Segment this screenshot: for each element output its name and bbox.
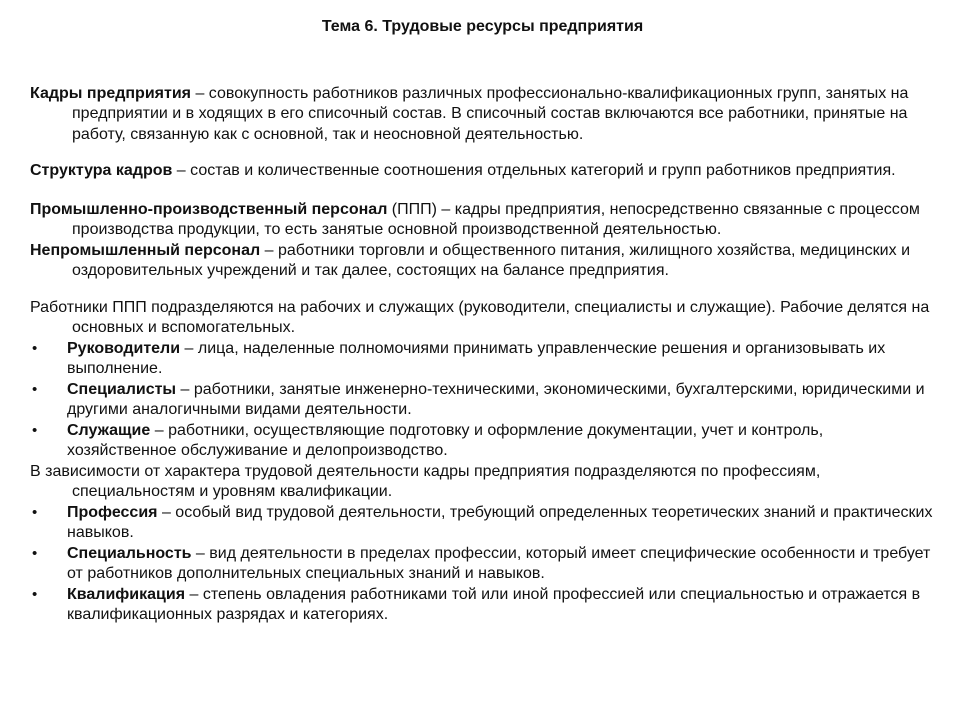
term-struktura-kadrov: Структура кадров — [30, 162, 173, 179]
list-item-text: – работники, осуществляющие подготовку и оформление документации, учет и контроль, хозяйственное обслуживание и делопроизводство. — [67, 421, 824, 459]
list-item-body — [67, 503, 935, 544]
paragraph-ppp — [30, 200, 935, 241]
paragraph-nepromyshlennyj-personal — [30, 241, 935, 282]
list-item-kvalifikaciya — [30, 585, 935, 626]
paragraph-struktura-kadrov — [30, 161, 935, 182]
paragraph-text: В зависимости от характера трудовой деятельности кадры предприятия подразделяются по профессиям, специальностям и уровням квалификации. — [30, 462, 821, 500]
paragraph-text: – совокупность работников различных профессионально-квалификационных групп, занятых на предприятии и в ходящих в его списочный состав. В списочный состав включаются все работники, принятые на работу, связанную как с основной, так и неосновной деятельностью. — [72, 84, 909, 143]
bullet-icon: • — [32, 585, 38, 603]
term-ppp: Промышленно-производственный персонал — [30, 200, 388, 218]
list-item-body — [67, 544, 935, 585]
list-item-specialisty — [30, 380, 935, 421]
paragraph-text: Работники ППП подразделяются на рабочих и служащих (руководители, специалисты и служащие). Рабочие делятся на основных и вспомогательных. — [30, 298, 930, 336]
term-specialnost: Специальность — [67, 544, 192, 562]
paragraph-v-zavisimosti — [30, 462, 935, 503]
list-item-text: – вид деятельности в пределах профессии, который имеет специфические особенности и требует от работников дополнительных специальных знаний и навыков. — [67, 544, 931, 582]
paragraph-text: – состав и количественные соотношения отдельных категорий и групп работников предприятия. — [172, 162, 896, 179]
list-item-text: – особый вид трудовой деятельности, требующий определенных теоретических знаний и практических навыков. — [67, 503, 933, 541]
bullet-icon: • — [32, 421, 38, 439]
term-professiya: Профессия — [67, 503, 158, 521]
paragraph-text: – работники торговли и общественного питания, жилищного хозяйства, медицинских и оздоровительных учреждений и так далее, состоящих на балансе предприятия. — [72, 241, 910, 279]
list-item-text: – лица, наделенные полномочиями принимать управленческие решения и организовывать их выполнение. — [67, 339, 886, 377]
list-item-body — [67, 585, 935, 626]
list-item-body — [67, 339, 935, 380]
bullet-icon: • — [32, 544, 38, 562]
list-item-professiya — [30, 503, 935, 544]
list-item-rukovoditeli — [30, 339, 935, 380]
bullet-icon: • — [32, 339, 38, 357]
paragraph-kadry-predpriyatiya — [30, 84, 935, 146]
term-sluzhashchie: Служащие — [67, 421, 151, 439]
bullet-icon: • — [32, 380, 38, 398]
list-item-body — [67, 380, 935, 421]
term-kadry-predpriyatiya: Кадры предприятия — [30, 84, 192, 102]
paragraph-text: (ППП) – кадры предприятия, непосредственно связанные с процессом производства продукции, то есть занятые основной производственной деятельностью. — [72, 200, 920, 238]
term-specialisty: Специалисты — [67, 380, 177, 398]
list-item-text: – работники, занятые инженерно-техническими, экономическими, бухгалтерскими, юридическими и другими аналогичными видами деятельности. — [67, 380, 925, 418]
page-title: Тема 6. Трудовые ресурсы предприятия — [321, 18, 644, 35]
term-nepromyshlennyj-personal: Непромышленный персонал — [30, 241, 261, 259]
list-item-specialnost — [30, 544, 935, 585]
bullet-icon: • — [32, 503, 38, 521]
term-kvalifikaciya: Квалификация — [67, 585, 186, 603]
paragraph-rabotniki-ppp — [30, 298, 935, 339]
list-item-body — [67, 421, 935, 462]
term-rukovoditeli: Руководители — [67, 339, 181, 357]
list-item-text: – степень овладения работниками той или иной профессией или специальностью и отражается в квалификационных разрядах и категориях. — [67, 585, 921, 623]
list-item-sluzhashchie — [30, 421, 935, 462]
